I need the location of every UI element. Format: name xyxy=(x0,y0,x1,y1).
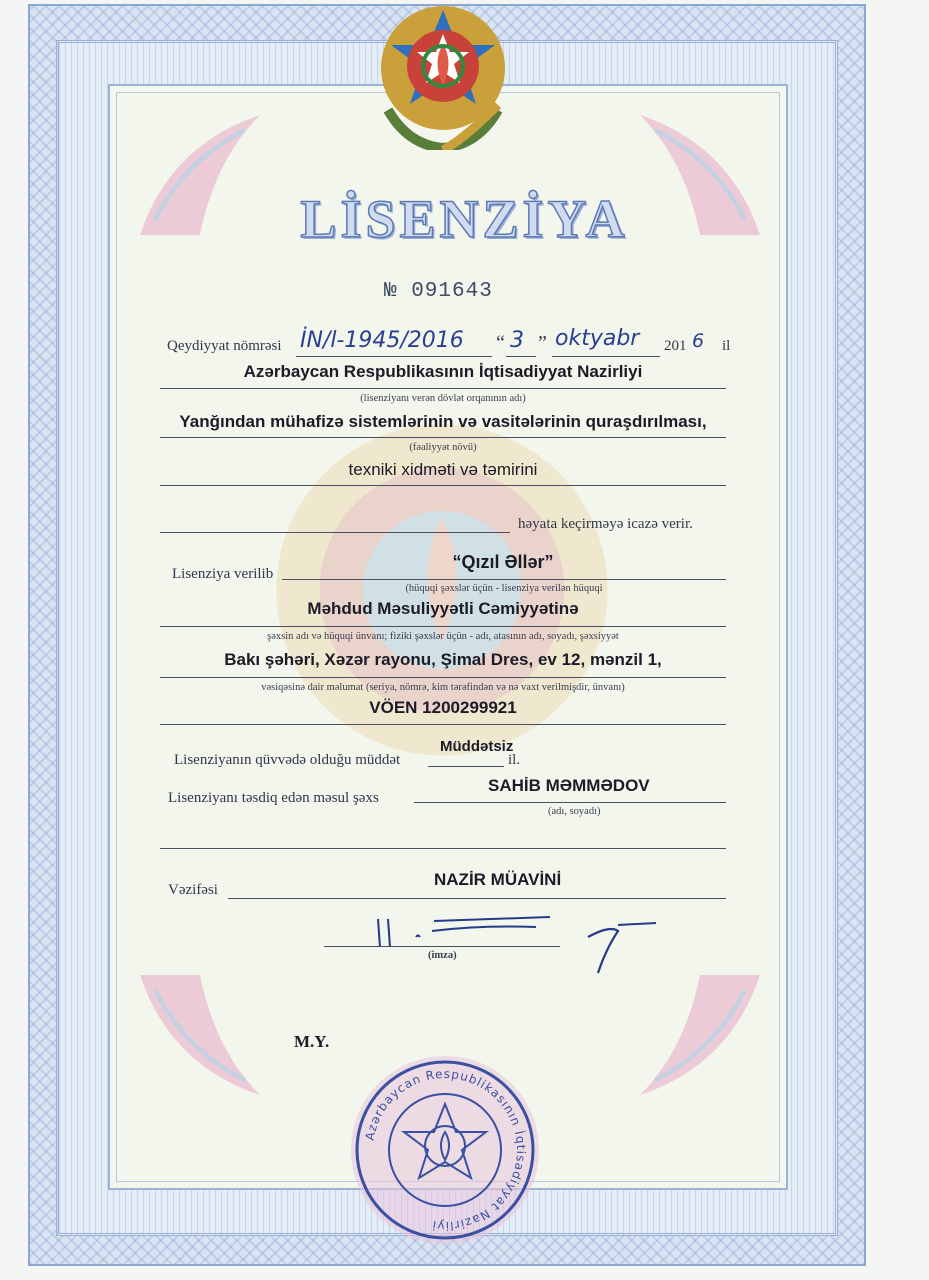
position-label: Vəzifəsi xyxy=(168,882,218,898)
licensee-name-line xyxy=(282,579,726,580)
activity-line-2-rule xyxy=(160,485,726,486)
coat-of-arms-emblem xyxy=(368,0,518,150)
quote-open: “ xyxy=(496,332,505,354)
quote-close: ” xyxy=(538,332,547,354)
signature-caption: (imza) xyxy=(428,950,457,961)
registration-day-line xyxy=(506,356,536,357)
license-number: № 091643 xyxy=(384,280,493,303)
approver-line xyxy=(414,802,726,803)
issuer-caption: (lisenziyanı verən dövlət orqanının adı) xyxy=(360,393,526,404)
licensee-caption-1: (hüquqi şəxslər üçün - lisenziya verilən hüquqi xyxy=(405,583,603,594)
licensee-label: Lisenziya verilib xyxy=(172,566,274,582)
position-line xyxy=(228,898,726,899)
registration-month: oktyabr xyxy=(555,326,640,351)
licensee-name: “Qızıl Əllər” xyxy=(452,552,554,572)
issuer-name: Azərbaycan Respublikasının İqtisadiyyat Nazirliyi xyxy=(243,362,643,381)
licensee-caption-3: vəsiqəsinə dair məlumat (seriya, nömrə, kim tərəfindən və nə vaxt verilmişdir, ünvanı) xyxy=(261,682,625,693)
registration-number-line xyxy=(296,356,492,357)
activity-line-1: Yanğından mühafizə sistemlərinin və vasitələrinin quraşdırılması, xyxy=(179,412,707,431)
licensee-voen-line xyxy=(160,724,726,725)
validity-label: Lisenziyanın qüvvədə olduğu müddət xyxy=(174,752,401,768)
registration-year-word: il xyxy=(722,338,731,354)
registration-year-suffix: 6 xyxy=(692,330,705,352)
signature-scribble xyxy=(360,905,660,985)
activity-line-2: texniki xidməti və təmirini xyxy=(348,460,538,479)
licensee-voen: VÖEN 1200299921 xyxy=(369,698,517,717)
registration-month-line xyxy=(552,356,660,357)
licensee-legal-form: Məhdud Məsuliyyətli Cəmiyyətinə xyxy=(307,599,579,618)
activity-line-1-rule xyxy=(160,437,726,438)
licensee-address-line xyxy=(160,677,726,678)
approver-name: SAHİB MƏMMƏDOV xyxy=(488,776,650,795)
blank-line xyxy=(160,848,726,849)
licensee-form-line xyxy=(160,626,726,627)
approver-label: Lisenziyanı təsdiq edən məsul şəxs xyxy=(168,790,379,806)
registration-number: İN/l-1945/2016 xyxy=(300,328,464,353)
validity-line xyxy=(428,766,504,767)
activity-line-3-rule xyxy=(160,532,510,533)
validity-suffix: il. xyxy=(508,752,521,768)
registration-label: Qeydiyyat nömrəsi xyxy=(167,338,282,354)
corner-ornament-bottom-left xyxy=(125,960,275,1110)
document-title: LİSENZİYA xyxy=(300,189,629,249)
activity-caption: (fəaliyyət növü) xyxy=(409,442,477,453)
permit-text: həyata keçirməyə icazə verir. xyxy=(518,516,693,532)
licensee-address: Bakı şəhəri, Xəzər rayonu, Şimal Dres, ev 12, mənzil 1, xyxy=(224,650,662,669)
svg-text:Azərbaycan Respublikasının İqt: Azərbaycan Respublikasının İqtisadiyyat Nazirliyi xyxy=(362,1066,529,1234)
validity-value: Müddətsiz xyxy=(440,738,514,755)
signature-line xyxy=(324,946,560,947)
approver-caption: (adı, soyadı) xyxy=(548,806,601,817)
registration-day: 3 xyxy=(510,328,524,353)
position-value: NAZİR MÜAVİNİ xyxy=(434,870,562,889)
issuer-line xyxy=(160,388,726,389)
registration-year-prefix: 201 xyxy=(664,338,687,354)
official-seal xyxy=(345,1050,545,1250)
stamp-label: M.Y. xyxy=(294,1032,330,1051)
licensee-caption-2: şəxsin adı və hüquqi ünvanı; fiziki şəxslər üçün - adı, atasının adı, soyadı, şəxsiyyət xyxy=(267,631,619,642)
